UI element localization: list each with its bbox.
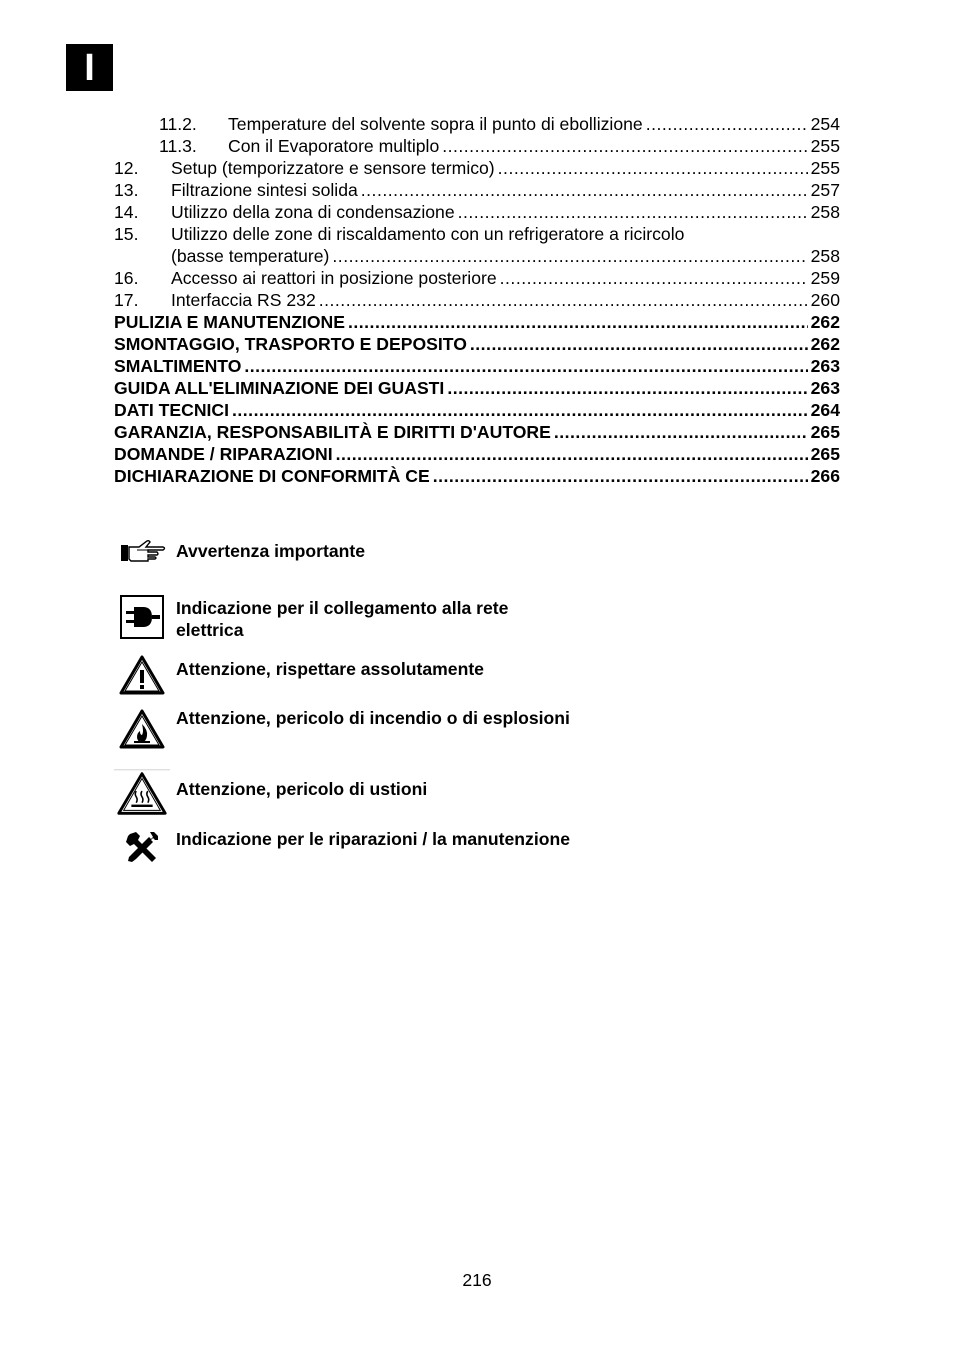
- toc-title: PULIZIA E MANUTENZIONE: [114, 312, 345, 332]
- toc-entry[interactable]: [114, 135, 840, 157]
- toc-title: Interfaccia RS 232: [171, 290, 316, 310]
- toc-page: 260: [810, 290, 840, 310]
- toc-leader: [458, 201, 808, 223]
- toc-section[interactable]: [114, 443, 840, 465]
- toc-page: 264: [810, 400, 840, 420]
- toc-leader: [447, 377, 807, 399]
- legend-text: Attenzione, pericolo di ustioni: [176, 779, 428, 799]
- legend-text: Attenzione, rispettare assolutamente: [176, 659, 484, 679]
- toc-number: 12.: [114, 158, 139, 178]
- toc-leader: [232, 399, 808, 421]
- toc-entry[interactable]: [114, 157, 840, 179]
- toc-number: 17.: [114, 290, 139, 310]
- toc-page: 262: [810, 334, 840, 354]
- toc-leader: [646, 113, 808, 135]
- tools-icon: [114, 828, 170, 868]
- toc-page: 263: [810, 378, 840, 398]
- toc-title: SMONTAGGIO, TRASPORTO E DEPOSITO: [114, 334, 467, 354]
- toc-page: 259: [810, 268, 840, 288]
- toc-leader: [470, 333, 808, 355]
- toc-leader: [319, 289, 808, 311]
- toc-entry-continuation[interactable]: [114, 245, 840, 267]
- toc-number: 11.3.: [159, 136, 197, 156]
- toc-title: GUIDA ALL'ELIMINAZIONE DEI GUASTI: [114, 378, 445, 398]
- toc-section[interactable]: [114, 465, 840, 487]
- toc-leader: [442, 135, 807, 157]
- toc-title: SMALTIMENTO: [114, 356, 242, 376]
- legend-text: Indicazione per il collegamento alla rete elettrica: [176, 598, 509, 640]
- pointing-hand-icon: [114, 536, 170, 566]
- toc-leader: [361, 179, 808, 201]
- toc-title: Filtrazione sintesi solida: [171, 180, 358, 200]
- toc-entry[interactable]: [114, 289, 840, 311]
- toc-leader: [244, 355, 807, 377]
- toc-entry[interactable]: [114, 267, 840, 289]
- toc-page: 265: [810, 422, 840, 442]
- toc-number: 13.: [114, 180, 139, 200]
- toc-entry[interactable]: [114, 113, 840, 135]
- toc-leader: [554, 421, 808, 443]
- toc-entry[interactable]: [114, 179, 840, 201]
- toc-title: Accesso ai reattori in posizione posteriore: [171, 268, 497, 288]
- toc-page: 266: [810, 466, 840, 486]
- toc-number: 15.: [114, 224, 139, 244]
- toc-page: 263: [810, 356, 840, 376]
- legend-text: Indicazione per le riparazioni / la manutenzione: [176, 829, 570, 849]
- toc-leader: [348, 311, 808, 333]
- page-number: 216: [462, 1270, 492, 1290]
- toc-title: Utilizzo della zona di condensazione: [171, 202, 455, 222]
- toc-leader: [332, 245, 807, 267]
- toc-page: 262: [810, 312, 840, 332]
- toc-page: 254: [810, 114, 840, 134]
- hot-surface-warning-icon: [114, 768, 170, 818]
- toc-section[interactable]: [114, 333, 840, 355]
- fire-warning-icon: [114, 708, 170, 750]
- legend-text: Avvertenza importante: [176, 541, 366, 561]
- toc-title: Temperature del solvente sopra il punto di ebollizione: [228, 114, 643, 134]
- toc-entry[interactable]: [114, 223, 840, 245]
- toc-leader: [498, 157, 808, 179]
- toc-number: 14.: [114, 202, 139, 222]
- toc-page: 265: [810, 444, 840, 464]
- toc-leader: [500, 267, 808, 289]
- warning-triangle-icon: [114, 654, 170, 696]
- toc-title: (basse temperature): [171, 246, 330, 266]
- legend-text: Attenzione, pericolo di incendio o di esplosioni: [176, 708, 570, 728]
- toc-page: 257: [810, 180, 840, 200]
- toc-leader: [336, 443, 808, 465]
- toc-title: Con il Evaporatore multiplo: [228, 136, 440, 156]
- toc-page: 258: [810, 202, 840, 222]
- toc-page: 258: [810, 246, 840, 266]
- toc-title: DATI TECNICI: [114, 400, 230, 420]
- toc-section[interactable]: [114, 399, 840, 421]
- toc-title: GARANZIA, RESPONSABILITÀ E DIRITTI D'AUTORE: [114, 422, 551, 442]
- toc-section[interactable]: [114, 421, 840, 443]
- toc-title: DOMANDE / RIPARAZIONI: [114, 444, 333, 464]
- table-of-contents: [114, 113, 840, 487]
- toc-page: 255: [810, 136, 840, 156]
- toc-number: 11.2.: [159, 114, 197, 134]
- toc-section[interactable]: [114, 311, 840, 333]
- toc-section[interactable]: [114, 355, 840, 377]
- toc-page: 255: [810, 158, 840, 178]
- toc-leader: [433, 465, 808, 487]
- toc-title: DICHIARAZIONE DI CONFORMITÀ CE: [114, 466, 430, 486]
- toc-entry[interactable]: [114, 201, 840, 223]
- language-tab: I: [66, 44, 113, 91]
- toc-title: Utilizzo delle zone di riscaldamento con un refrigeratore a ricircolo: [171, 224, 685, 244]
- toc-section[interactable]: [114, 377, 840, 399]
- power-plug-icon: [114, 594, 170, 640]
- toc-number: 16.: [114, 268, 139, 288]
- toc-title: Setup (temporizzatore e sensore termico): [171, 158, 495, 178]
